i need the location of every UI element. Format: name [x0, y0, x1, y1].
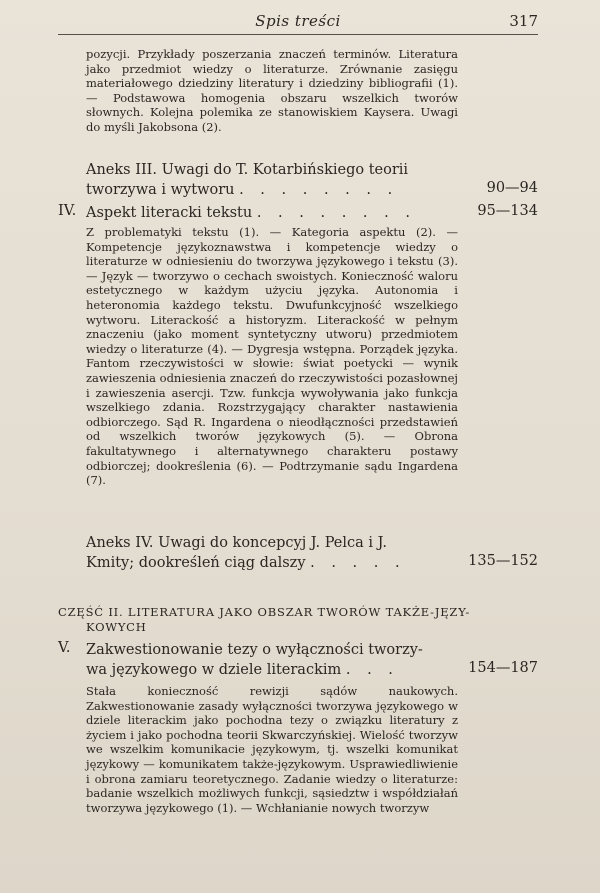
chapter-5-title-line2: wa językowego w dziele literackim — [86, 662, 342, 678]
aneks-3-page-range: 90—94 — [486, 180, 538, 196]
aneks-3-title-line1: Aneks III. Uwagi do T. Kotarbińskiego teorii — [86, 162, 409, 178]
running-title: Spis treści — [255, 12, 341, 30]
aneks-4-page-range: 135—152 — [468, 553, 538, 569]
chapter-4-leader-dots: . . . . . . . . — [256, 205, 416, 221]
aneks-3-title-line2: tworzywa i wytworu — [86, 182, 235, 198]
chapter-5-title-line1: Zakwestionowanie tezy o wyłączności tworzy- — [86, 642, 423, 658]
chapter-5-number: V. — [58, 640, 71, 656]
part-2-heading — [58, 605, 540, 635]
chapter-4-page-range: 95—134 — [477, 203, 538, 219]
chapter-5-leader-dots: . . . — [345, 662, 399, 678]
part-2-heading-line2: KOWYCH — [86, 620, 147, 634]
part-2-heading-line1: CZĘŚĆ II. LITERATURA JAKO OBSZAR TWORÓW TAKŻE-JĘZY- — [58, 605, 471, 619]
running-header — [58, 6, 538, 35]
toc-entry-aneks-4 — [86, 533, 476, 573]
chapter-4-number: IV. — [58, 203, 77, 219]
aneks-4-leader-dots: . . . . . — [310, 555, 406, 571]
page-number: 317 — [509, 12, 538, 30]
toc-entry-aneks-3 — [86, 160, 476, 200]
aneks-3-leader-dots: . . . . . . . . — [239, 182, 399, 198]
summary-text: pozycji. Przykłady poszerzania znaczeń terminów. Literatura jako przedmiot wiedzy o literaturze. Zrównanie zasięgu materiałowego dziedziny literatury i dziedziny bibliografii (1). — Podstawowa homogenia obszaru wszelkich tworów słownych. Kolejna polemika ze stanowiskiem Kaysera. Uwagi do myśli Jakobsona (2). — [86, 47, 458, 134]
aneks-4-title-line1: Aneks IV. Uwagi do koncepcyj J. Pelca i J. — [86, 535, 387, 551]
summary-text: Z problematyki tekstu (1). — Kategoria aspektu (2). — Kompetencje językoznawstwa i kompetencje wiedzy o literaturze w odniesieniu do tworzywa językowego i tekstu (3). — Język — tworzywo o cechach swoistych. Konieczność waloru estetycznego w każdym użyciu języka. Autonomia i heteronomia każdego tekstu. Dwufunkcyjność wszelkiego wytworu. Literackość a historyzm. Literackość w pełnym znaczeniu (jako moment syntetyczny utworu) przedmiotem wiedzy o literaturze (4). — Dygresja wstępna. Porządek języka. Fantom rzeczywistości w słowie: świat poetycki — wynik zawieszenia odniesienia znaczeń do rzeczywistości pozasłownej i zawieszenia asercji. Tzw. funkcja wywoływania jako funkcja wszelkiego zdania. Rozstrzygający charakter nastawienia odbiorczego. Sąd R. Ingardena o nieodłączności przedstawień od wszelkich tworów językowych (5). — Obrona fakultatywnego i alternatywnego charakteru postawy odbiorczej; dookreślenia (6). — Podtrzymanie sądu Ingardena (7). — [86, 225, 458, 488]
summary-paragraph-continued — [86, 47, 458, 135]
aneks-4-title-line2: Kmity; dookreśleń ciąg dalszy — [86, 555, 306, 571]
summary-paragraph-chapter-5 — [86, 684, 458, 815]
toc-entry-chapter-5 — [86, 640, 476, 680]
chapter-4-title: Aspekt literacki tekstu — [86, 205, 253, 221]
summary-text: Stała konieczność rewizji sądów naukowych. Zakwestionowanie zasady wyłączności tworzywa językowego w dziele literackim jako pochodna tezy o związku literatury z życiem i jako pochodna teorii Skwarczyńskiej. Wielość tworzyw we wszelkim komunikacie językowym, tj. wszelki komunikat językowy — komunikatem także-językowym. Usprawiedliwienie i obrona zamiaru teoretycznego. Zadanie wiedzy o literaturze: badanie wszelkich możliwych funkcji, sąsiedztw i współdziałań tworzywa językowego (1). — Wchłanianie nowych tworzyw — [86, 684, 458, 815]
chapter-5-page-range: 154—187 — [468, 660, 538, 676]
toc-entry-chapter-4 — [86, 203, 476, 223]
summary-paragraph-chapter-4 — [86, 225, 458, 488]
